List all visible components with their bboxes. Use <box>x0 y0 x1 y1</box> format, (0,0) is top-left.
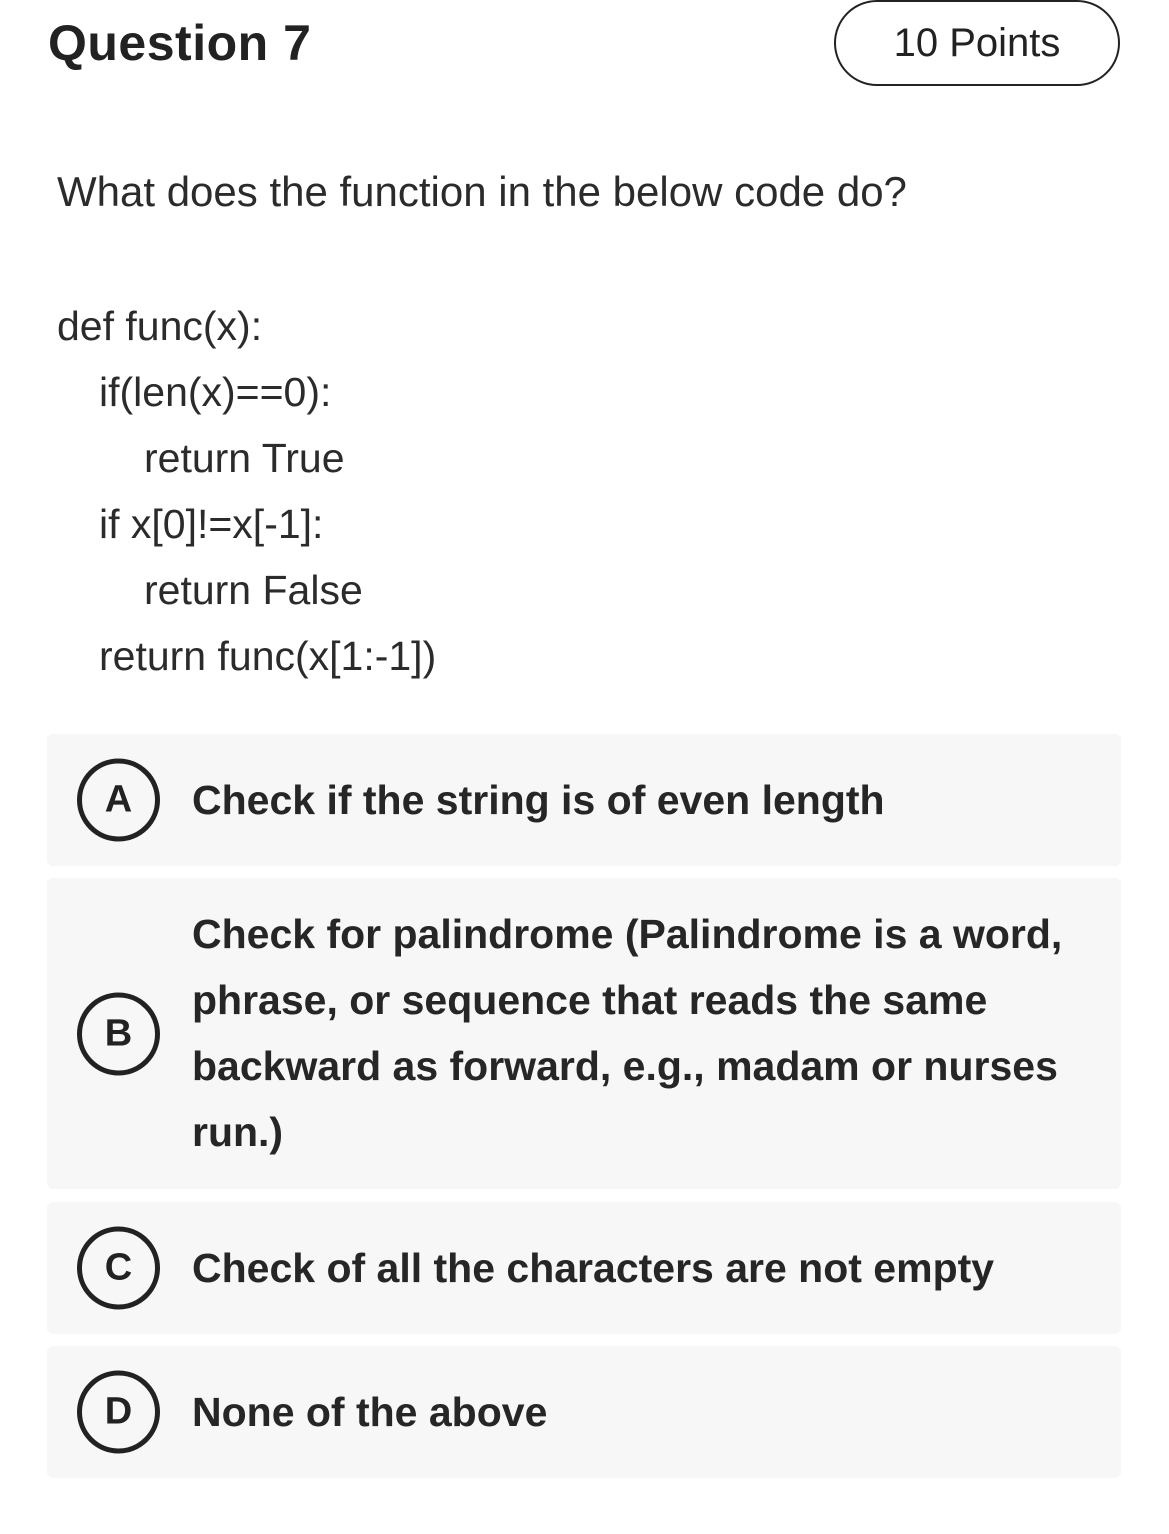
option-d[interactable] <box>47 1346 1121 1478</box>
option-text-a: Check if the string is of even length <box>192 777 885 823</box>
question-prompt: What does the function in the below code do? <box>57 168 907 215</box>
code-line: if x[0]!=x[-1]: <box>99 501 324 547</box>
option-b[interactable] <box>47 878 1121 1189</box>
option-letter-a: A <box>77 759 160 842</box>
option-letter-d: D <box>77 1371 160 1454</box>
points-badge: 10 Points <box>834 0 1120 86</box>
option-letter-b: B <box>77 992 160 1075</box>
code-line: return True <box>144 435 345 481</box>
question-title: Question 7 <box>48 15 312 71</box>
code-line: def func(x): <box>57 303 263 349</box>
code-line: if(len(x)==0): <box>99 369 332 415</box>
code-line: return func(x[1:-1]) <box>99 633 437 679</box>
code-line: return False <box>144 567 363 613</box>
code-block <box>57 300 436 696</box>
option-letter-c: C <box>77 1227 160 1310</box>
option-a[interactable] <box>47 734 1121 866</box>
option-text-c: Check of all the characters are not empty <box>192 1245 995 1291</box>
option-text-b: Check for palindrome (Palindrome is a word, phrase, or sequence that reads the same backward as forward, e.g., madam or nurses run.) <box>192 911 1063 1155</box>
option-text-d: None of the above <box>192 1389 548 1435</box>
option-c[interactable] <box>47 1202 1121 1334</box>
